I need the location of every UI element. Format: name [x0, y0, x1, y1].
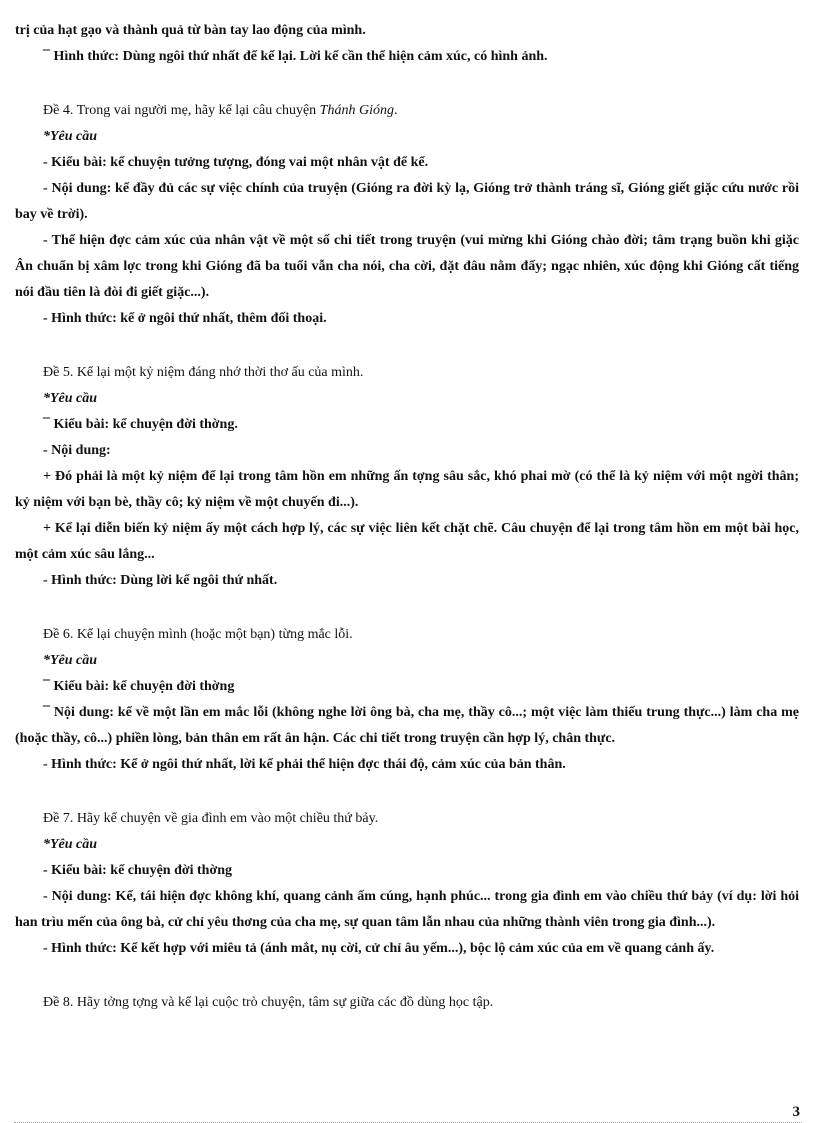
- line-continuation: trị của hạt gạo và thành quả từ bàn tay lao động của mình.: [15, 23, 366, 38]
- de4-item: - Nội dung: kể đầy đủ các sự việc chính của truyện (Gióng ra đời kỳ lạ, Gióng trở thành tráng sĩ, Gióng giết giặc cứu nước rồi bay về trời).: [15, 181, 799, 222]
- de6-item: - Hình thức: Kể ở ngôi thứ nhất, lời kể phải thể hiện đợc thái độ, cảm xúc của bản thân.: [43, 757, 566, 772]
- line-form-note: ¯ Hình thức: Dùng ngôi thứ nhất để kể lại. Lời kể cần thể hiện cảm xúc, có hình ảnh.: [43, 49, 548, 64]
- de5-item: + Kể lại diễn biến kỷ niệm ấy một cách hợp lý, các sự việc liên kết chặt chẽ. Câu chuyện để lại trong tâm hồn em một bài học, một cảm xúc sâu lắng...: [15, 521, 799, 562]
- de6-item: ¯ Nội dung: kể về một lần em mắc lỗi (không nghe lời ông bà, cha mẹ, thầy cô...; một việc làm thiếu trung thực...) làm cha mẹ (hoặc thầy, cô...) phiền lòng, bản thân em rất ân hận. Các chi tiết trong truyện cần hợp lý, chân thực.: [15, 705, 799, 746]
- de7-heading: Đề 7. Hãy kể chuyện về gia đình em vào một chiều thứ bảy.: [43, 811, 379, 826]
- de4-requirement-label: *Yêu cầu: [43, 129, 98, 144]
- de5-item: + Đó phải là một kỷ niệm để lại trong tâm hồn em những ấn tợng sâu sắc, khó phai mờ (có thể là kỷ niệm với một ngời thân; kỷ niệm với bạn bè, thầy cô; kỷ niệm về một chuyến đi...).: [15, 469, 799, 510]
- de4-item: - Thể hiện đợc cảm xúc của nhân vật về một số chi tiết trong truyện (vui mừng khi Gióng chào đời; tâm trạng buồn khi giặc Ân chuẩn bị xâm lợc trong khi Gióng đã ba tuổi vẫn cha nói, cha cời, đặt đâu nằm đấy; ngạc nhiên, xúc động khi Gióng cất tiếng nói đầu tiên là đòi đi giết giặc...).: [15, 233, 799, 300]
- spacer: [15, 332, 799, 360]
- de6-requirement-label: *Yêu cầu: [43, 653, 98, 668]
- de5-heading: Đề 5. Kể lại một kỷ niệm đáng nhớ thời thơ ấu của mình.: [43, 365, 364, 380]
- de7-item: - Kiểu bài: kể chuyện đời thờng: [43, 863, 232, 878]
- document-body: [15, 18, 799, 1016]
- de5-requirement-label: *Yêu cầu: [43, 391, 98, 406]
- de5-item: - Nội dung:: [43, 443, 111, 458]
- de7-requirement-label: *Yêu cầu: [43, 837, 98, 852]
- spacer: [15, 778, 799, 806]
- de4-item: - Kiểu bài: kể chuyện tưởng tượng, đóng vai một nhân vật để kể.: [43, 155, 429, 170]
- de4-suffix: .: [393, 103, 398, 118]
- de5-item: - Hình thức: Dùng lời kể ngôi thứ nhất.: [43, 573, 278, 588]
- de6-item: ¯ Kiểu bài: kể chuyện đời thờng: [43, 679, 235, 694]
- de4-prefix: Đề 4. Trong vai người mẹ, hãy kể lại câu chuyện: [43, 103, 320, 118]
- de6-heading: Đề 6. Kể lại chuyện mình (hoặc một bạn) từng mắc lỗi.: [43, 627, 353, 642]
- de7-item: - Hình thức: Kể kết hợp với miêu tả (ánh mắt, nụ cời, cử chỉ âu yếm...), bộc lộ cảm xúc của em về quang cảnh ấy.: [43, 941, 715, 956]
- de4-title: Thánh Gióng: [319, 103, 394, 118]
- de4-item: - Hình thức: kể ở ngôi thứ nhất, thêm đối thoại.: [43, 311, 327, 326]
- spacer: [15, 962, 799, 990]
- de8-heading: Đề 8. Hãy tởng tợng và kể lại cuộc trò chuyện, tâm sự giữa các đồ dùng học tập.: [43, 995, 494, 1010]
- de4-heading: [15, 98, 799, 124]
- de7-item: - Nội dung: Kể, tái hiện đợc không khí, quang cảnh ấm cúng, hạnh phúc... trong gia đình em vào chiều thứ bảy (ví dụ: lời hỏi han trìu mến của ông bà, cử chỉ yêu thơng của cha mẹ, sự quan tâm lẫn nhau của những thành viên trong gia đình...).: [15, 889, 799, 930]
- spacer: [15, 70, 799, 98]
- de5-item: ¯ Kiểu bài: kể chuyện đời thờng.: [43, 417, 238, 432]
- page-number: 3: [792, 1104, 800, 1120]
- spacer: [15, 594, 799, 622]
